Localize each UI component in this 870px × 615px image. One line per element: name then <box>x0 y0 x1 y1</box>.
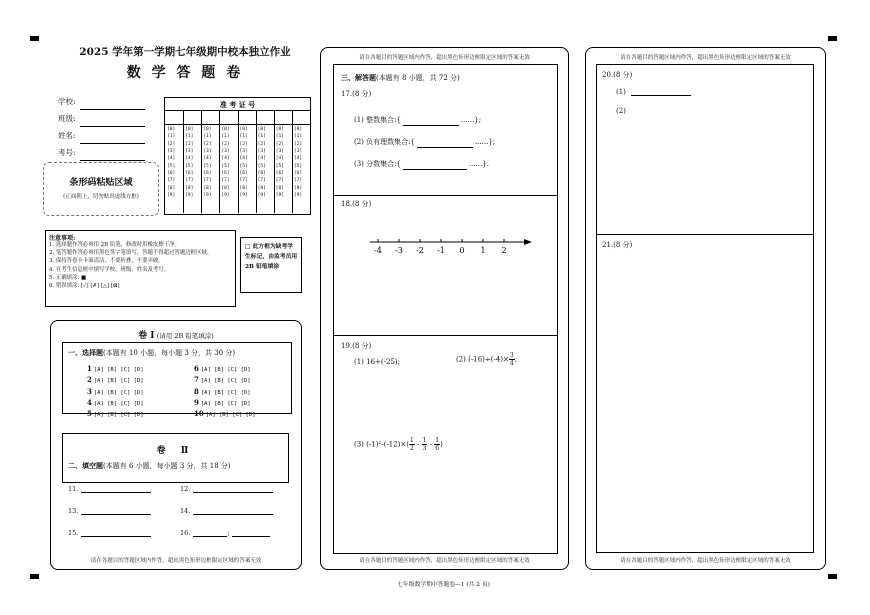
exam-id-digit-bubble[interactable]: [9] <box>239 193 248 199</box>
mc-section-title: 一、选择题 <box>68 348 103 357</box>
exam-id-digit-bubble[interactable]: [3] <box>185 149 194 155</box>
blank-14[interactable] <box>180 507 273 515</box>
exam-id-digit-column[interactable] <box>185 126 193 199</box>
q17-item-tail: ......}. <box>468 160 489 168</box>
exam-number-field[interactable] <box>58 144 145 161</box>
note-item: 2. 笔答题作答必须用黑色签字笔填写，答题不得超过答题边框区域。 <box>49 250 213 257</box>
exam-id-digit-bubble[interactable]: [4] <box>293 156 303 162</box>
exam-id-digit-bubble[interactable]: [0] <box>239 127 248 132</box>
blank-16[interactable] <box>180 529 270 537</box>
exam-id-digit-bubble[interactable]: [1] <box>257 134 266 140</box>
fraction-denominator: 4 <box>509 360 514 367</box>
mc-question-number: 3 <box>87 386 92 396</box>
number-line-tick-label: -3 <box>395 246 403 255</box>
number-line-tick-label: 0 <box>459 246 465 255</box>
exam-id-digit-bubble[interactable]: [9] <box>275 193 285 199</box>
fill-in-box <box>62 433 289 483</box>
exam-id-digit-bubble[interactable]: [0] <box>203 127 212 132</box>
exam-id-digit-bubble[interactable]: [9] <box>167 193 176 199</box>
exam-id-digit-bubble[interactable]: [8] <box>257 185 266 191</box>
exam-id-digit-bubble[interactable]: [2] <box>203 141 212 147</box>
blank-13[interactable] <box>68 507 151 515</box>
q18-label: 18.(8 分) <box>341 200 372 208</box>
minus-sign: - <box>429 440 433 449</box>
mc-options[interactable]: [A] [B] [C] [D] <box>205 412 256 419</box>
answer-frame-middle <box>333 64 558 554</box>
number-line-tick-label: -2 <box>416 246 424 255</box>
registration-mark-bottom-right <box>828 574 837 579</box>
barcode-area <box>43 162 159 216</box>
q19-part2-suffix: ; <box>514 355 518 364</box>
blank-label: 14. <box>180 507 191 515</box>
mc-question-number: 2 <box>87 375 92 385</box>
number-line-tick-label: -4 <box>374 246 382 255</box>
notes-box <box>45 230 236 307</box>
blank-label: 12. <box>180 485 191 493</box>
note-item: 6. 错误填涂: <box>49 283 80 290</box>
exam-id-digit-bubble[interactable]: [6] <box>167 171 176 177</box>
q19-part1: (1) 16+(-25); <box>354 358 401 366</box>
exam-id-digit-bubble[interactable]: [6] <box>221 171 230 177</box>
exam-id-digit-bubble[interactable]: [7] <box>185 178 194 184</box>
exam-id-digit-bubble[interactable]: [3] <box>167 149 176 155</box>
mc-options[interactable]: [A] [B] [C] [D] <box>93 389 144 396</box>
warning-text: 请在各题目的答题区域内作答，超出黑色矩形边框限定区域的答案无效 <box>90 558 262 564</box>
warning-text: 请在各题目的答题区域内作答，超出黑色矩形边框限定区域的答案无效 <box>620 55 791 61</box>
warning-text: 请在各题目的答题区域内作答，超出黑色矩形边框限定区域的答案无效 <box>359 55 530 61</box>
exam-id-digit-bubble[interactable]: [0] <box>167 127 176 132</box>
exam-id-digit-bubble[interactable]: [4] <box>185 156 194 162</box>
section3-note: (本题有 8 小题，共 72 分) <box>376 74 460 82</box>
q17-item-tail: ......}; <box>474 138 496 146</box>
page-title: 2025 学年第一学期七年级期中校本独立作业 <box>79 46 291 58</box>
exam-id-digit-bubble[interactable]: [3] <box>275 149 285 155</box>
exam-id-digit-bubble[interactable]: [9] <box>293 193 303 199</box>
mc-question-row[interactable] <box>194 387 255 398</box>
mc-section-note: (本题有 10 小题，每小题 3 分，共 30 分) <box>103 349 236 357</box>
blank-15[interactable] <box>68 529 151 537</box>
q19-part3-prefix: (3) (-1)²-(-12)×( <box>354 440 409 449</box>
fraction-denominator: 3 <box>422 445 427 452</box>
number-line-tick-label: -1 <box>437 246 445 255</box>
fraction-numerator: 1 <box>409 437 414 444</box>
exam-id-digit-bubble[interactable]: [7] <box>257 178 266 184</box>
class-field[interactable] <box>58 110 145 127</box>
q20-part1-label: (1) <box>616 88 626 96</box>
section3-title: 三、解答题 <box>341 73 376 82</box>
fraction-denominator: 2 <box>409 445 414 452</box>
exam-id-digit-bubble[interactable]: [2] <box>293 141 303 147</box>
exam-id-digit-bubble[interactable]: [2] <box>239 141 248 147</box>
absent-mark-box[interactable] <box>240 237 302 293</box>
exam-id-digit-bubble[interactable]: [8] <box>275 185 285 191</box>
registration-mark-top-right <box>828 36 837 41</box>
mc-options[interactable]: [A] [B] [C] [D] <box>93 367 144 373</box>
absent-mark-text: □ 此方框为缺考学生标记，由监考员用 2B 铅笔填涂 <box>245 244 298 270</box>
correct-fill-sample: ■ <box>80 274 87 281</box>
q17-item-label: (1) 整数集合:{ <box>354 116 401 124</box>
part1-title-note: (请用 2B 铅笔填涂) <box>156 332 214 340</box>
q17-item-3[interactable] <box>354 153 495 175</box>
exam-id-digit-bubble[interactable]: [2] <box>275 141 285 147</box>
fraction <box>422 437 428 452</box>
exam-id-digit-bubble[interactable]: [5] <box>275 163 285 169</box>
mc-question-number: 10 <box>194 409 204 419</box>
mc-options[interactable]: [A] [B] [C] [D] <box>93 400 144 407</box>
exam-id-digit-bubble[interactable]: [6] <box>185 171 194 177</box>
registration-mark-top-left <box>30 36 39 41</box>
q17-item-tail: ......}; <box>460 116 482 124</box>
answer-panel-left <box>50 320 302 570</box>
school-label: 学校: <box>58 97 76 106</box>
exam-id-digit-bubble[interactable]: [2] <box>185 141 194 147</box>
blank-label: 11. <box>68 485 79 493</box>
fraction <box>409 437 415 452</box>
mc-question-number: 4 <box>87 397 92 407</box>
mc-question-number: 5 <box>87 409 92 419</box>
exam-id-digit-bubble[interactable]: [8] <box>293 185 303 191</box>
q21-label: 21.(8 分) <box>602 241 633 249</box>
exam-id-digit-bubble[interactable]: [4] <box>275 156 285 162</box>
exam-id-digit-bubble[interactable]: [3] <box>293 149 303 155</box>
exam-id-digit-bubble[interactable]: [1] <box>293 134 303 140</box>
exam-id-digit-bubble[interactable]: [7] <box>221 178 230 184</box>
q19-part3-suffix: ) <box>440 440 443 449</box>
name-field[interactable] <box>58 127 145 144</box>
mc-question-number: 8 <box>194 386 199 396</box>
q20-label: 20.(8 分) <box>602 71 633 79</box>
exam-id-digit-bubble[interactable]: [5] <box>221 163 230 169</box>
number-line-tick-label: 1 <box>480 246 486 255</box>
exam-id-digit-bubble[interactable]: [2] <box>257 141 266 147</box>
blank-12[interactable] <box>180 485 273 493</box>
school-field[interactable] <box>58 93 145 110</box>
multiple-choice-box <box>62 342 292 419</box>
exam-id-digit-bubble[interactable]: [9] <box>185 193 194 199</box>
q17-item-label: (3) 分数集合:{ <box>354 160 401 168</box>
wrong-fill-samples: [✓] [✗] [△] [⊠] <box>80 283 120 290</box>
blank-label: 15. <box>68 529 79 537</box>
exam-id-digit-bubble[interactable]: [4] <box>221 156 230 162</box>
barcode-title: 条形码粘贴区域 <box>69 178 133 188</box>
exam-id-digit-bubble[interactable]: [3] <box>221 149 230 155</box>
exam-id-digit-column[interactable] <box>203 126 211 199</box>
exam-id-digit-bubble[interactable]: [9] <box>221 193 230 199</box>
number-line-tick-label: 2 <box>501 246 507 255</box>
minus-sign: - <box>417 440 420 449</box>
exam-id-grid <box>164 97 311 215</box>
mc-question-number: 7 <box>194 375 199 385</box>
exam-id-digit-bubble[interactable]: [1] <box>167 134 176 140</box>
exam-id-digit-bubble[interactable]: [7] <box>203 178 212 184</box>
q19-part2-prefix: (2) (-16)÷(-4)× <box>456 355 509 364</box>
part2-title: 卷 Ⅱ <box>156 446 195 456</box>
mc-question-row[interactable] <box>194 398 255 409</box>
number-line <box>366 235 536 257</box>
note-item: 1. 选择题作答必须用 2B 铅笔，修改时用橡皮擦干净。 <box>49 242 180 248</box>
note-item: 4. 在考生信息框中填写学校、班级、姓名及考号。 <box>49 266 170 273</box>
name-label: 姓名: <box>58 131 76 140</box>
warning-text: 请在各题目的答题区域内作答，超出黑色矩形边框限定区域的答案无效 <box>359 558 530 564</box>
exam-id-digit-bubble[interactable]: [8] <box>221 185 230 191</box>
exam-id-digit-bubble[interactable]: [2] <box>221 141 230 147</box>
mc-options[interactable]: [A] [B] [C] [D] <box>200 389 251 396</box>
answer-panel-right <box>585 47 826 570</box>
q17-item-2[interactable] <box>354 131 495 153</box>
q20-part2: (2) <box>616 107 626 115</box>
exam-number-label: 考号: <box>58 148 76 157</box>
exam-id-digit-bubble[interactable]: [3] <box>239 149 248 155</box>
exam-id-digit-bubble[interactable]: [9] <box>203 193 212 199</box>
exam-id-digit-bubble[interactable]: [6] <box>203 171 212 177</box>
mc-question-row[interactable] <box>194 409 255 420</box>
blank-separator: ; <box>227 529 230 537</box>
exam-id-digit-column[interactable] <box>167 126 175 199</box>
mc-options[interactable]: [A] [B] [C] [D] <box>93 412 144 419</box>
q20-part1[interactable] <box>616 88 691 96</box>
note-item: 3. 保持答卷卡卡面清洁，不要折叠，不要弄破。 <box>49 258 164 265</box>
exam-id-digit-bubble[interactable]: [7] <box>275 178 285 184</box>
mc-options[interactable]: [A] [B] [C] [D] <box>200 378 251 385</box>
mc-question-row[interactable] <box>87 387 144 398</box>
exam-id-digit-bubble[interactable]: [4] <box>203 156 212 162</box>
exam-id-digit-bubble[interactable]: [1] <box>203 134 212 140</box>
fraction-numerator: 1 <box>435 437 440 444</box>
answer-panel-middle <box>320 47 569 570</box>
student-info-fields <box>58 93 145 161</box>
exam-id-digit-bubble[interactable]: [5] <box>239 163 248 169</box>
fraction-numerator: 3 <box>509 352 514 359</box>
exam-id-digit-bubble[interactable]: [6] <box>275 171 285 177</box>
note-item: 5. 正确填涂: <box>49 274 80 281</box>
exam-id-digit-bubble[interactable]: [7] <box>293 178 303 184</box>
exam-id-digit-bubble[interactable]: [3] <box>203 149 212 155</box>
exam-id-digit-bubble[interactable]: [0] <box>293 127 303 132</box>
exam-id-digit-column[interactable] <box>258 126 266 199</box>
exam-id-digit-bubble[interactable]: [1] <box>275 134 285 140</box>
part1-title <box>51 328 301 341</box>
notes-title: 注意事项: <box>49 235 76 242</box>
exam-id-digit-bubble[interactable]: [4] <box>257 156 266 162</box>
blank-11[interactable] <box>68 485 151 493</box>
mc-options[interactable]: [A] [B] [C] [D] <box>93 378 144 385</box>
mc-options[interactable]: [A] [B] [C] [D] <box>200 367 251 373</box>
exam-id-digit-bubble[interactable]: [5] <box>257 163 266 169</box>
exam-id-digit-bubble[interactable]: [8] <box>185 185 194 191</box>
exam-id-digit-bubble[interactable]: [5] <box>203 163 212 169</box>
exam-id-digit-bubble[interactable]: [6] <box>257 171 266 177</box>
page-subtitle: 数 学 答 题 卷 <box>126 65 244 81</box>
exam-id-digit-bubble[interactable]: [1] <box>221 134 230 140</box>
registration-mark-bottom-left <box>30 574 39 579</box>
exam-id-digit-bubble[interactable]: [0] <box>257 127 266 132</box>
exam-id-title: 准 考 证 号 <box>219 100 256 109</box>
exam-id-digit-bubble[interactable]: [0] <box>275 127 285 132</box>
mc-question-number: 1 <box>87 364 92 373</box>
exam-id-digit-bubble[interactable]: [5] <box>167 163 176 169</box>
fraction-numerator: 1 <box>422 437 427 444</box>
q19-label: 19.(8 分) <box>341 342 372 350</box>
q19-part2 <box>456 352 517 367</box>
mc-question-row[interactable] <box>194 364 255 375</box>
exam-id-digit-column[interactable] <box>294 126 302 199</box>
warning-text: 请在各题目的答题区域内作答，超出黑色矩形边框限定区域的答案无效 <box>620 558 791 564</box>
mc-question-row[interactable] <box>194 375 255 386</box>
exam-id-digit-bubble[interactable]: [4] <box>239 156 248 162</box>
page-footer: 七年级数学期中答题卷—1 (共 2 页) <box>397 582 490 588</box>
blank-label: 13. <box>68 507 79 515</box>
exam-id-digit-bubble[interactable]: [6] <box>293 171 303 177</box>
mc-question-number: 6 <box>194 364 199 373</box>
exam-id-digit-bubble[interactable]: [8] <box>239 185 248 191</box>
q19-part3 <box>354 437 443 452</box>
exam-id-digit-bubble[interactable]: [5] <box>293 163 303 169</box>
exam-id-digit-column[interactable] <box>240 126 248 199</box>
q17-item-label: (2) 负有理数集合:{ <box>354 138 415 146</box>
exam-id-digit-bubble[interactable]: [3] <box>257 149 266 155</box>
part1-title-text: 卷 Ⅰ <box>138 331 155 341</box>
mc-question-row[interactable] <box>87 364 144 375</box>
barcode-note: (正面朝上，切勿贴出虚线方框) <box>63 194 139 200</box>
exam-id-digit-bubble[interactable]: [8] <box>203 185 212 191</box>
exam-id-digit-bubble[interactable]: [7] <box>167 178 176 184</box>
mc-question-row[interactable] <box>87 398 144 409</box>
exam-id-digit-bubble[interactable]: [0] <box>185 127 194 132</box>
mc-question-row[interactable] <box>87 409 144 420</box>
exam-id-digit-bubble[interactable]: [8] <box>167 185 176 191</box>
answer-frame-right <box>596 64 814 553</box>
fill-section-title: 二、填空题 <box>68 461 103 470</box>
fill-section-note: (本题有 6 小题，每小题 3 分，共 18 分) <box>103 462 231 470</box>
exam-id-digit-bubble[interactable]: [4] <box>167 156 176 162</box>
exam-id-digit-bubble[interactable]: [5] <box>185 163 194 169</box>
exam-id-digit-bubble[interactable]: [6] <box>239 171 248 177</box>
mc-question-row[interactable] <box>87 375 144 386</box>
mc-options[interactable]: [A] [B] [C] [D] <box>200 400 251 407</box>
exam-id-digit-bubble[interactable]: [1] <box>185 134 194 140</box>
blank-label: 16. <box>180 529 191 537</box>
exam-id-digit-column[interactable] <box>276 126 284 199</box>
mc-question-number: 9 <box>194 397 199 407</box>
class-label: 班级: <box>58 114 76 123</box>
q17-label: 17.(8 分) <box>341 90 372 98</box>
exam-id-digit-bubble[interactable]: [1] <box>239 134 248 140</box>
q17-item-1[interactable] <box>354 109 495 131</box>
exam-id-digit-bubble[interactable]: [7] <box>239 178 248 184</box>
exam-id-digit-bubble[interactable]: [9] <box>257 193 266 199</box>
exam-id-digit-bubble[interactable]: [2] <box>167 141 176 147</box>
fraction-denominator: 6 <box>435 445 440 452</box>
exam-id-digit-column[interactable] <box>221 126 229 199</box>
exam-id-digit-bubble[interactable]: [0] <box>221 127 230 132</box>
